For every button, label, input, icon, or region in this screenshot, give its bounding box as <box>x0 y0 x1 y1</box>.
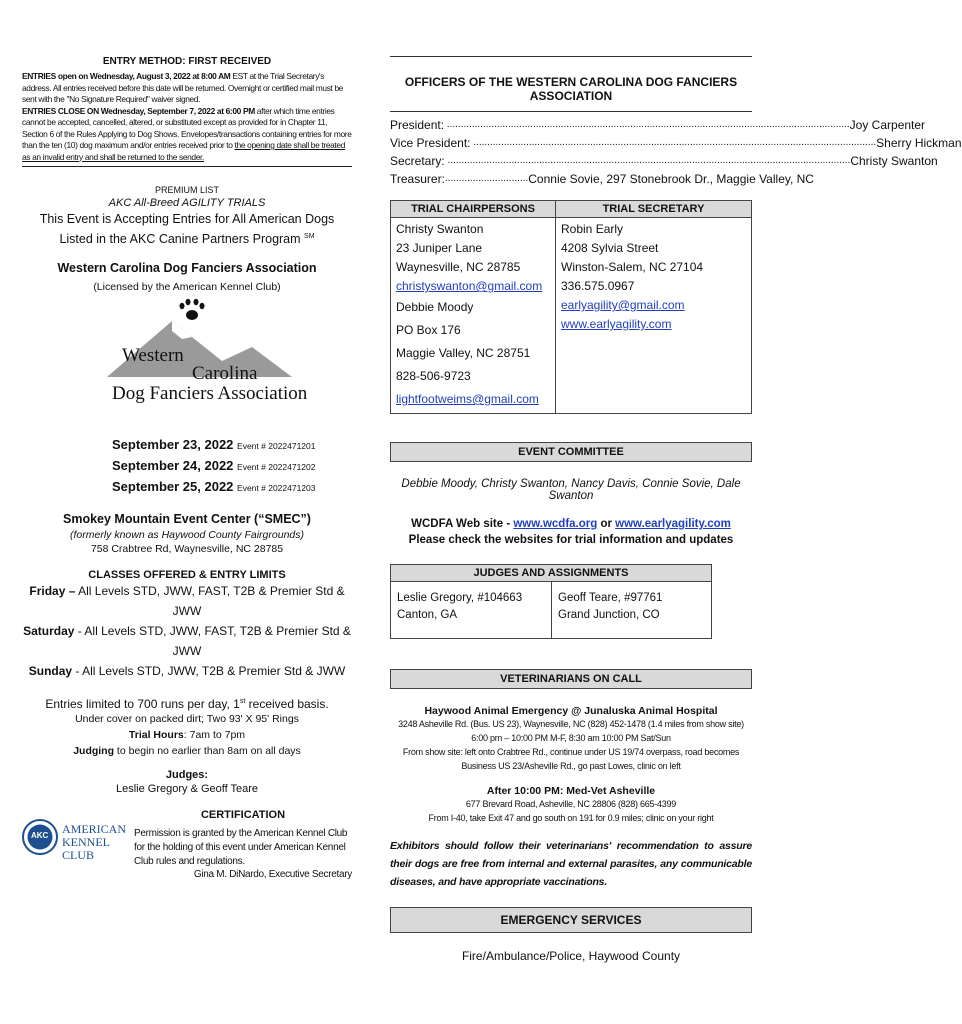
limits-text-a: Entries limited to 700 runs per day, 1 <box>45 697 240 712</box>
trial-hours <box>22 727 352 743</box>
secretary-address2: Winston-Salem, NC 27104 <box>561 260 704 274</box>
class-text: - All Levels STD, JWW, T2B & Premier Std & JWW <box>72 664 346 679</box>
trial-hours-value: : 7am to 7pm <box>183 729 246 742</box>
secretary-address1: 4208 Sylvia Street <box>561 241 659 255</box>
limits-sup: st <box>239 698 246 706</box>
akc-wordmark-line2: KENNEL CLUB <box>62 835 110 863</box>
class-line-sunday <box>22 661 352 681</box>
judge1-name: Leslie Gregory, #104663 <box>397 592 523 604</box>
class-line-saturday <box>22 621 352 661</box>
licensed-note: (Licensed by the American Kennel Club) <box>93 281 281 294</box>
judge-cell <box>551 582 711 638</box>
ring-info: Under cover on packed dirt; Two 93' X 95' Rings <box>75 713 299 726</box>
vet1-hours: 6:00 pm – 10:00 PM M-F, 8:30 am 10:00 PM Sat/Sun <box>471 733 671 743</box>
secretary-website-link[interactable]: www.earlyagility.com <box>561 317 672 331</box>
certification-signature: Gina M. DiNardo, Executive Secretary <box>193 869 352 881</box>
certification-title: CERTIFICATION <box>200 809 286 822</box>
date-line <box>112 456 352 477</box>
venue-title: Smokey Mountain Event Center (“SMEC”) <box>63 512 311 527</box>
secretary-email-link[interactable]: earlyagility@gmail.com <box>561 298 685 312</box>
classes-title: CLASSES OFFERED & ENTRY LIMITS <box>88 569 286 582</box>
officer-row <box>390 134 962 152</box>
event-number: Event # 2022471201 <box>237 441 316 452</box>
accepting-line-2-text: Listed in the AKC Canine Partners Program <box>59 232 301 247</box>
officers-section <box>390 56 962 188</box>
certification-text <box>134 809 352 880</box>
club-logo <box>22 299 352 409</box>
judge-cell <box>391 582 551 638</box>
class-text: - All Levels STD, JWW, FAST, T2B & Premier Std & JWW <box>74 624 351 659</box>
chair2-name: Debbie Moody <box>396 300 474 314</box>
venue-address: 758 Crabtree Rd, Waynesville, NC 28785 <box>90 543 284 556</box>
logo-text-carolina: Carolina <box>192 363 258 385</box>
judge2-city: Grand Junction, CO <box>558 609 660 621</box>
entry-method-title: ENTRY METHOD: FIRST RECEIVED <box>102 56 272 67</box>
officer-value: Sherry Hickman <box>876 136 962 150</box>
class-day: Saturday <box>23 624 75 639</box>
entries-close-rest: after which time entries cannot be accepted, cancelled, altered, or substituted except as provided for in Chapter 11, Section 6 of the Rules Applying to Dog Shows. Envelopes/transactions containing entries for more than the ten (10) dog maximum and/or entries received prior to <box>22 105 352 150</box>
trial-secretary-header: TRIAL SECRETARY <box>556 200 752 218</box>
entries-open-text: ENTRIES open on Wednesday, August 3, 2022 at 8:00 AM <box>22 71 231 81</box>
venue-formerly: (formerly known as Haywood County Fairgrounds) <box>69 529 304 542</box>
chair2-address1: PO Box 176 <box>396 323 461 337</box>
veterinarians-header: VETERINARIANS ON CALL <box>390 669 752 689</box>
class-day: Sunday <box>28 664 73 679</box>
event-number: Event # 2022471203 <box>237 483 316 494</box>
club-name: Western Carolina Dog Fanciers Association <box>57 261 317 276</box>
vet2-directions: From I-40, take Exit 47 and go south on 191 for 0.9 miles; clinic on your right <box>428 813 714 823</box>
trial-chairpersons-cell <box>390 218 556 414</box>
service-mark: SM <box>304 233 315 240</box>
entry-close-paragraph <box>22 106 352 164</box>
chair2-phone: 828-506-9723 <box>396 369 471 383</box>
vet2-address: 677 Brevard Road, Asheville, NC 28806 (828) 665-4399 <box>465 799 677 809</box>
judges-names: Leslie Gregory & Geoff Teare <box>115 783 259 796</box>
divider <box>22 166 352 167</box>
wcdfa-link[interactable]: www.wcdfa.org <box>513 518 598 530</box>
date-text: September 23, 2022 <box>112 437 234 453</box>
date-line <box>112 477 352 498</box>
wcdfa-website-line <box>390 518 752 530</box>
event-dates <box>22 435 352 498</box>
officer-row <box>390 116 926 134</box>
exhibitors-note: Exhibitors should follow their veterinarians' recommendation to assure their dogs are free from internal and external parasites, any communicable diseases, and have appropriate vaccinations. <box>390 840 752 888</box>
officer-row <box>390 152 938 170</box>
officer-value: Connie Sovie, 297 Stonebrook Dr., Maggie Valley, NC <box>528 172 814 186</box>
judge2-name: Geoff Teare, #97761 <box>558 592 663 604</box>
judges-heading: Judges: <box>165 769 209 782</box>
class-line-friday <box>22 581 352 621</box>
left-column <box>22 56 352 889</box>
chair1-name: Christy Swanton <box>396 222 484 236</box>
emergency-services-header: EMERGENCY SERVICES <box>390 907 752 933</box>
vet1-directions-1: From show site: left onto Crabtree Rd., continue under US 19/74 overpass, road becomes <box>402 747 740 757</box>
certification-block <box>22 809 352 889</box>
paw-icon <box>180 299 205 320</box>
entries-close-text: ENTRIES CLOSE ON Wednesday, September 7, 2022 at 6:00 PM <box>22 105 255 116</box>
officer-label: Secretary: <box>390 154 445 168</box>
vet1-address: 3248 Asheville Rd. (Bus. US 23), Waynesville, NC (828) 452-1478 (1.4 miles from show site) <box>398 719 744 729</box>
trial-chairpersons-header: TRIAL CHAIRPERSONS <box>390 200 556 218</box>
emergency-services-text: Fire/Ambulance/Police, Haywood County <box>461 949 681 963</box>
akc-wordmark-line1: AMERICAN <box>62 822 127 837</box>
vet1-directions-2: Business US 23/Asheville Rd., go past Lowes, clinic on left <box>461 761 681 771</box>
secretary-name: Robin Early <box>561 222 624 236</box>
officers-list <box>390 111 962 188</box>
judges-row <box>390 582 712 639</box>
check-websites-line: Please check the websites for trial information and updates <box>408 534 734 546</box>
akc-badge-text: AKC <box>31 831 49 841</box>
chair1-email-link[interactable]: christyswanton@gmail.com <box>396 279 543 293</box>
judging-value: to begin no earlier than 8am on all days <box>114 745 301 758</box>
website-or: or <box>597 518 616 530</box>
chair2-address2: Maggie Valley, NC 28751 <box>396 346 531 360</box>
date-line <box>112 435 352 456</box>
entries-open-rest: EST at the Trial Secretary's address. All entries received before this date will be returned. Overnight or certified mail must be sent with the "No Signature Required" waiver signed. <box>22 71 344 104</box>
chairs-secretary-table <box>390 200 752 414</box>
logo-text-western: Western <box>122 345 184 367</box>
event-committee-header: EVENT COMMITTEE <box>390 442 752 462</box>
judging-label: Judging <box>73 745 115 758</box>
officer-row <box>390 170 814 188</box>
officer-label: President: <box>390 118 445 132</box>
website-prefix: WCDFA Web site - <box>411 518 514 530</box>
vet1-title: Haywood Animal Emergency @ Junaluska Animal Hospital <box>424 705 718 717</box>
earlyagility-link[interactable]: www.earlyagility.com <box>615 518 731 530</box>
premium-list-label: PREMIUM LIST <box>154 185 219 195</box>
event-committee-names: Debbie Moody, Christy Swanton, Nancy Davis, Connie Sovie, Dale Swanton <box>401 478 741 502</box>
officer-value: Joy Carpenter <box>849 118 926 132</box>
certification-body: Permission is granted by the American Kennel Club for the holding of this event under American Kennel Club rules and regulations. <box>134 828 348 868</box>
judges-assignments-header: JUDGES AND ASSIGNMENTS <box>390 564 712 582</box>
chair2-email-link[interactable]: lightfootweims@gmail.com <box>396 392 539 406</box>
judging-start <box>22 743 352 759</box>
trial-secretary-cell <box>556 218 752 414</box>
leader-dots: ................................................................................................................................................. <box>444 119 850 130</box>
trial-type: AKC All-Breed AGILITY TRIALS <box>108 197 266 209</box>
logo-text-association: Dog Fanciers Association <box>112 383 308 405</box>
date-text: September 25, 2022 <box>112 479 234 495</box>
akc-wordmark <box>62 823 132 862</box>
entry-limits <box>22 697 352 711</box>
leader-dots: ................................................................................................................................................. <box>470 137 877 148</box>
limits-text-b: received basis. <box>245 697 329 712</box>
secretary-phone: 336.575.0967 <box>561 279 635 293</box>
accepting-line-1: This Event is Accepting Entries for All American Dogs <box>39 212 335 226</box>
chair1-address2: Waynesville, NC 28785 <box>396 260 521 274</box>
entries-close-underlined: the opening date shall be treated as an invalid entry and shall be returned to the sender. <box>22 140 346 162</box>
officer-label: Vice President: <box>390 136 471 150</box>
trial-hours-label: Trial Hours <box>128 729 184 742</box>
vet2-title: After 10:00 PM: Med-Vet Asheville <box>486 785 656 797</box>
officer-value: Christy Swanton <box>850 154 938 168</box>
event-number: Event # 2022471202 <box>237 462 316 473</box>
officer-label: Treasurer: <box>390 172 445 186</box>
officers-title: OFFICERS OF THE WESTERN CAROLINA DOG FANCIERS ASSOCIATION <box>404 75 738 103</box>
entry-open-paragraph <box>22 71 352 106</box>
right-column <box>390 56 962 963</box>
leader-dots: ................................................................................................................................................. <box>444 155 851 166</box>
class-text: All Levels STD, JWW, FAST, T2B & Premier Std & JWW <box>75 584 345 619</box>
accepting-line-2 <box>22 229 352 247</box>
akc-logo <box>22 811 132 869</box>
chair1-address1: 23 Juniper Lane <box>396 241 483 255</box>
class-day: Friday – <box>29 584 76 599</box>
judges-assignments <box>390 564 752 639</box>
leader-dots: .............................. <box>444 173 529 184</box>
judge1-city: Canton, GA <box>397 609 458 621</box>
date-text: September 24, 2022 <box>112 458 234 474</box>
